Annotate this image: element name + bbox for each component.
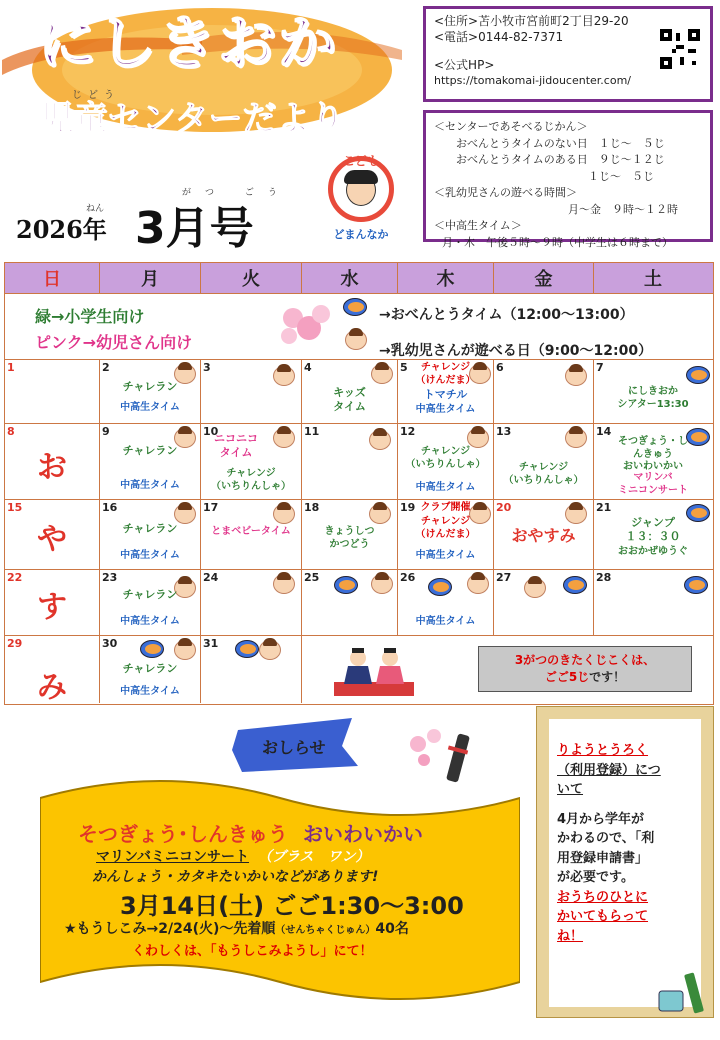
registration-board <box>536 706 714 1018</box>
day-cell[interactable]: 30 チャレラン 中高生タイム <box>100 636 201 703</box>
week-row <box>5 423 713 499</box>
day-cell[interactable]: 10 ニコニコ タイム チャレンジ （いちりんしゃ） <box>201 424 302 499</box>
weekday-tue: 火 <box>201 263 302 293</box>
newsletter-subtitle: 児童センターだより <box>40 99 345 139</box>
day-cell[interactable]: 29 み <box>5 636 100 703</box>
title-ruby: じどう <box>72 90 120 101</box>
day-cell[interactable]: 21 ジャンプ １３：３０ おおかぜゆうぐ <box>594 500 712 569</box>
weekday-fri: 金 <box>494 263 594 293</box>
center-logo: こども どまんなか <box>324 152 398 248</box>
year-ruby: ねん <box>86 204 105 214</box>
baby-icon <box>345 330 367 350</box>
teen-hours: 月・木 午後５時～９時（中学生は６時まで） <box>442 235 673 249</box>
day-cell[interactable]: 16 チャレラン 中高生タイム <box>100 500 201 569</box>
hina-dolls-icon <box>334 648 414 696</box>
hours-line: おべんとうタイムのない日 １じ～ ５じ <box>456 136 665 150</box>
day-cell[interactable]: 4 キッズ タイム <box>302 360 398 423</box>
day-cell[interactable]: 27 <box>494 570 594 635</box>
day-cell[interactable]: 20 おやすみ <box>494 500 594 569</box>
day-cell[interactable]: 24 <box>201 570 302 635</box>
event-title: そつぎょう･しんきゅう おいわいかい <box>78 822 423 846</box>
weekday-mon: 月 <box>100 263 201 293</box>
hina-doll-area <box>302 636 712 703</box>
pencil-eraser-icon <box>657 969 709 1017</box>
phone-text: <電話>0144-82-7371 <box>434 30 564 45</box>
day-cell[interactable]: 26 中高生タイム <box>398 570 494 635</box>
hours-box <box>423 110 713 249</box>
qr-code-icon[interactable] <box>660 29 700 69</box>
day-cell[interactable]: 12 チャレンジ （いちりんしゃ） 中高生タイム <box>398 424 494 499</box>
address-text: <住所>苫小牧市宮前町2丁目29-20 <box>434 14 629 28</box>
day-cell[interactable]: 17 とまベビータイム <box>201 500 302 569</box>
day-cell[interactable]: 28 <box>594 570 712 635</box>
calendar-header <box>5 263 713 293</box>
weekday-thu: 木 <box>398 263 494 293</box>
hours-line: おべんとうタイムのある日 ９じ～１２じ <box>456 153 665 166</box>
week-row <box>5 569 713 635</box>
calendar-legend <box>5 293 713 359</box>
day-cell[interactable]: 5 チャレンジ （けんだま） トマチル 中高生タイム <box>398 360 494 423</box>
apply-line: ★もうしこみ→2/24(火)～先着順（せんちゃくじゅん）40名 <box>64 921 409 937</box>
details-line: くわしくは、「もうしこみようし」にて！ <box>132 944 373 959</box>
legend-pink: ピンク→幼児さん向け <box>35 333 193 352</box>
infant-hours-heading: ＜乳幼児さんの遊べる時間＞ <box>434 186 577 199</box>
day-cell[interactable]: 11 <box>302 424 398 499</box>
day-cell[interactable]: 18 きょうしつ かつどう <box>302 500 398 569</box>
day-cell[interactable]: 25 <box>302 570 398 635</box>
legend-baby: →乳幼児さんが遊べる日（9:00～12:00） <box>379 343 653 359</box>
day-cell[interactable]: 8 お <box>5 424 100 499</box>
hours-line: １じ～ ５じ <box>588 169 654 183</box>
contact-box <box>423 6 713 102</box>
newsletter-title: にしきおか <box>38 9 339 77</box>
event-date: 3月14日(土) ごご1:30～3:00 <box>120 892 464 920</box>
week-row <box>5 635 713 703</box>
day-cell[interactable]: 31 <box>201 636 302 703</box>
week-row <box>5 359 713 423</box>
day-cell[interactable]: 2 チャレラン 中高生タイム <box>100 360 201 423</box>
month-ruby: がつ ごう <box>182 188 291 198</box>
legend-bento: →おべんとうタイム（12:00～13:00） <box>379 307 634 323</box>
weekday-sun: 日 <box>5 263 100 293</box>
week-row <box>5 499 713 569</box>
hours-heading: ＜センターであそべるじかん＞ <box>434 120 588 133</box>
day-cell[interactable]: 9 チャレラン 中高生タイム <box>100 424 201 499</box>
legend-green: 緑→小学生向け <box>35 307 145 326</box>
cherry-blossom-icon <box>273 300 337 350</box>
day-cell[interactable]: 3 <box>201 360 302 423</box>
day-cell[interactable]: 13 チャレンジ （いちりんしゃ） <box>494 424 594 499</box>
concert-line: マリンバミニコンサート （ブラス ワン） <box>96 849 370 865</box>
day-cell[interactable]: 23 チャレラン 中高生タイム <box>100 570 201 635</box>
event-also: かんしょう・カタキたいかいなどがあります! <box>92 869 379 885</box>
day-cell[interactable]: 1 <box>5 360 100 423</box>
return-time-box: 3がつのきたくじこくは、 ごご5じです！ <box>478 646 692 692</box>
day-cell[interactable]: 19 クラブ開催 チャレンジ （けんだま） 中高生タイム <box>398 500 494 569</box>
registration-note: りようとうろく （利用登録）につ いて 4月から学年が かわるので、「利 用登録申請書」 が必要です。 おうちのひとに かいてもらって ね！ <box>549 719 701 1007</box>
graduation-icon <box>404 726 474 786</box>
day-cell[interactable]: 6 <box>494 360 594 423</box>
day-cell[interactable]: 14 そつぎょう・し んきゅう おいわいかい マリンバ ミニコンサート <box>594 424 712 499</box>
calendar <box>4 262 714 705</box>
hp-label: <公式HP> <box>434 58 495 73</box>
bento-icon <box>343 298 367 316</box>
issue-month: 3月号 <box>135 203 254 254</box>
day-cell[interactable]: 22 す <box>5 570 100 635</box>
weekday-wed: 水 <box>302 263 398 293</box>
teen-hours-heading: ＜中高生タイム＞ <box>434 219 522 232</box>
issue-year: 2026年 <box>16 215 107 244</box>
weekday-sat: 土 <box>644 269 662 290</box>
day-cell[interactable]: 15 や <box>5 500 100 569</box>
notice-label: おしらせ <box>262 738 326 757</box>
day-cell[interactable]: 7 にしきおか シアター13:30 <box>594 360 712 423</box>
infant-hours: 月～金 ９時～１２時 <box>568 202 678 216</box>
hp-url[interactable]: https://tomakomai-jidoucenter.com/ <box>434 73 631 87</box>
